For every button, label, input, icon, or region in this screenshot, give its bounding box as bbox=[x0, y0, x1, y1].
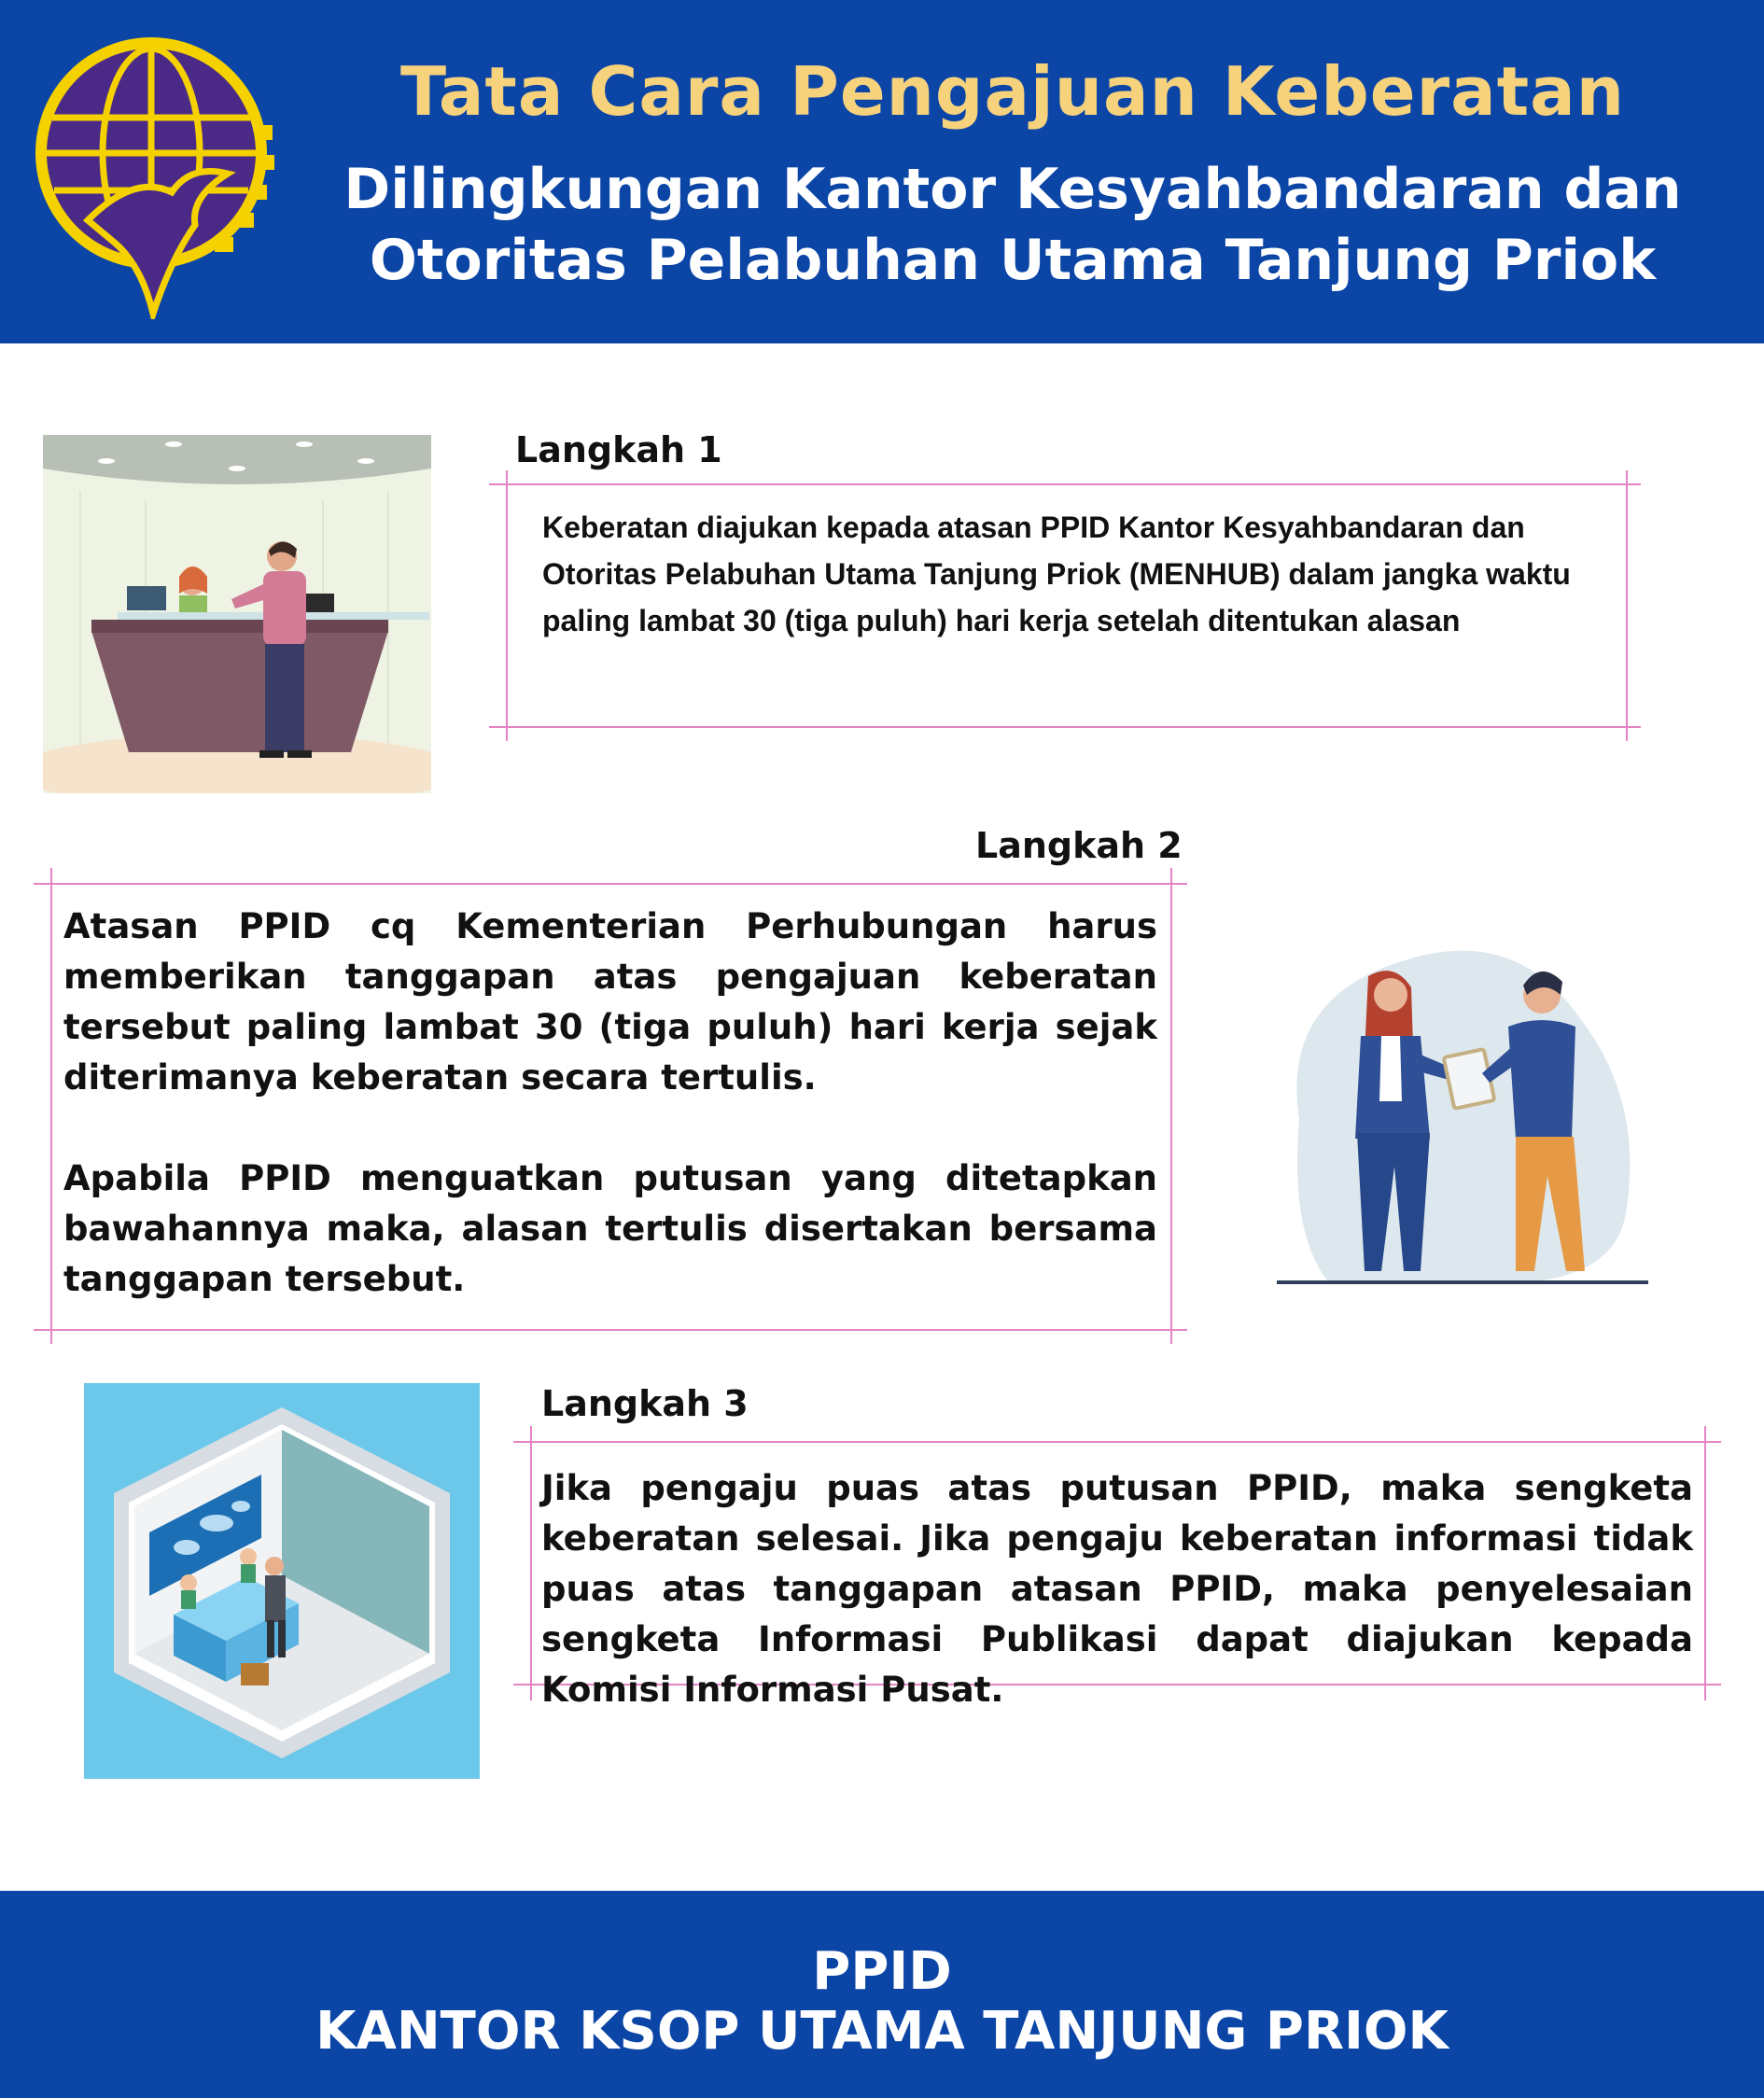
subtitle-line-2: Otoritas Pelabuhan Utama Tanjung Priok bbox=[369, 228, 1657, 293]
step-3-description: Jika pengaju puas atas putusan PPID, maka sengketa keberatan selesai. Jika pengaju keberatan informasi tidak puas atas tanggapan atasan PPID, maka penyelesaian sengketa Informasi Publikasi dapat diajukan kepada Komisi Informasi Pusat. bbox=[541, 1468, 1693, 1710]
step-3-label: Langkah 3 bbox=[541, 1383, 749, 1424]
page-subtitle bbox=[280, 154, 1745, 296]
step-2-description bbox=[63, 902, 1157, 1305]
page-title: Tata Cara Pengajuan Keberatan bbox=[400, 52, 1625, 131]
step-2-paragraph-1: Atasan PPID cq Kementerian Perhubungan harus memberikan tanggapan atas pengajuan keberatan tersebut paling lambat 30 (tiga puluh) hari kerja sejak diterimanya keberatan secara tertulis. bbox=[63, 906, 1157, 1098]
globe-eagle-gear-logo-icon bbox=[32, 34, 276, 319]
reception-desk-illustration bbox=[43, 435, 431, 793]
footer-title: PPID bbox=[812, 1941, 952, 2002]
footer-subtitle: KANTOR KSOP UTAMA TANJUNG PRIOK bbox=[315, 2001, 1449, 2062]
step-1-label: Langkah 1 bbox=[515, 429, 722, 470]
step-2-label: Langkah 2 bbox=[975, 825, 1183, 866]
step-1-description: Keberatan diajukan kepada atasan PPID Kantor Kesyahbandaran dan Otoritas Pelabuhan Utama Tanjung Priok (MENHUB) dalam jangka waktu paling lambat 30 (tiga puluh) hari kerja setelah ditentukan alasan bbox=[542, 511, 1571, 637]
two-people-clipboard-illustration bbox=[1271, 933, 1654, 1288]
isometric-office-illustration bbox=[84, 1383, 480, 1779]
subtitle-line-1: Dilingkungan Kantor Kesyahbandaran dan bbox=[343, 157, 1682, 222]
step-2-paragraph-2: Apabila PPID menguatkan putusan yang ditetapkan bawahannya maka, alasan tertulis disertakan bersama tanggapan tersebut. bbox=[63, 1158, 1157, 1299]
